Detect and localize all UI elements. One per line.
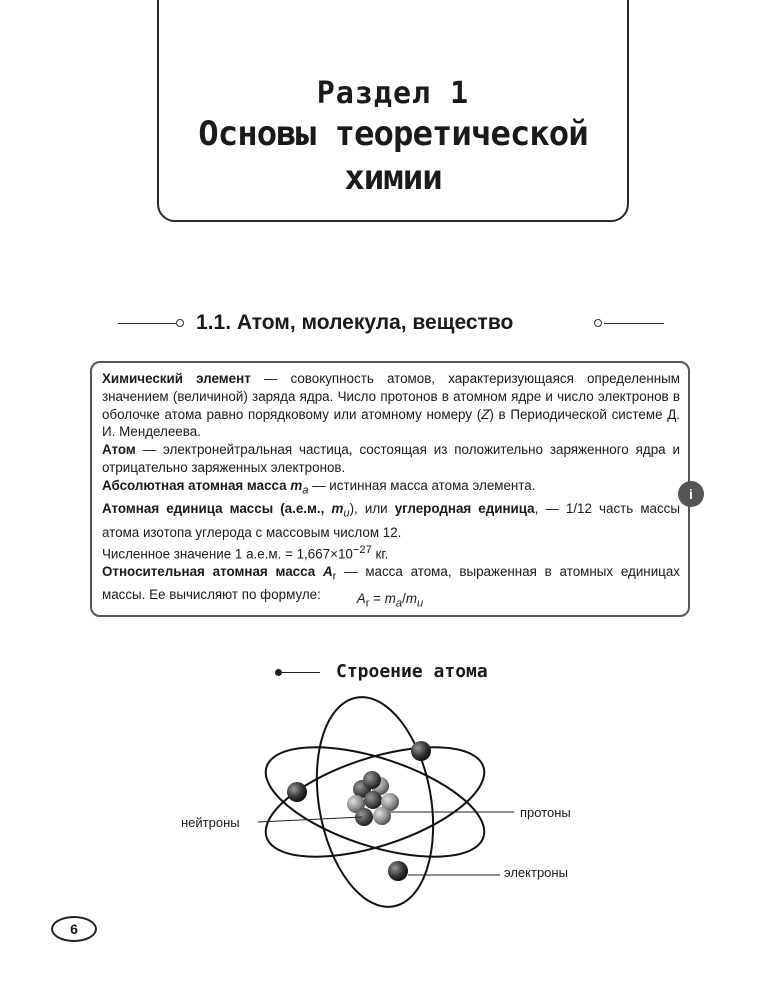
subsection-dot: [275, 669, 282, 676]
formula-den-sub: u: [416, 597, 424, 610]
label-electrons: электроны: [504, 865, 568, 880]
electron: [287, 782, 307, 802]
formula-lhs-sub: r: [365, 597, 370, 610]
symbol-z: Z: [481, 406, 490, 422]
term-amu: Атомная единица массы (а.е.м.,: [102, 501, 332, 517]
definition-text: — электронейтральная частица, состоящая из положительно заряженного ядра и отрицательно заряженных электронов.: [102, 442, 680, 475]
term-atom: Атом: [102, 442, 136, 458]
section-dot-right: [594, 319, 602, 327]
nucleon: [364, 791, 382, 809]
definition-text: — истинная масса атома элемента.: [308, 477, 536, 493]
nucleon: [363, 771, 381, 789]
definition-amu: [102, 500, 680, 541]
chapter-title-line1: Основы теоретической: [198, 114, 588, 154]
definition-text: , — 1/12 часть массы атома изотопа углерода с массовым числом 12.: [102, 501, 681, 540]
definition-text: ): [349, 501, 355, 517]
definition-text: кг.: [371, 545, 389, 561]
subsection-heading: [0, 660, 759, 688]
section-heading: [0, 309, 759, 339]
definition-text: , или: [354, 501, 395, 517]
section-title: 1.1. Атом, молекула, вещество: [196, 311, 514, 334]
page-number: 6: [51, 916, 97, 942]
definition-text: — масса атома, выраженная в атомных единицах массы. Ее вычисляют по формуле:: [102, 563, 680, 603]
definitions-box: [90, 361, 690, 617]
formula-num-sub: a: [395, 597, 403, 610]
definition-text: ) в Периодической системе Д. И. Менделеева.: [102, 406, 681, 440]
section-rule-right: [604, 323, 664, 324]
label-protons: протоны: [520, 805, 571, 820]
chapter-title-box: [157, 0, 629, 222]
definition-amu-value: [102, 542, 680, 563]
definition-element: [102, 370, 680, 441]
definition-text: Численное значение 1 а.е.м. = 1,667×10: [102, 545, 353, 561]
formula-div: /: [402, 591, 406, 606]
term-absolute-mass: Абсолютная атомная масса: [102, 477, 291, 493]
electron: [411, 741, 431, 761]
subsection-title: Строение атома: [336, 661, 488, 682]
label-neutrons: нейтроны: [181, 815, 240, 830]
definition-text: — совокупность атомов, характеризующаяся определенным значением (величиной) заряда ядра. Число протонов в атомном ядре и число электронов в оболочке атома равно порядковому или атомному номеру (: [102, 371, 680, 422]
section-rule-left: [118, 323, 176, 324]
term-carbon-unit: углеродная единица: [394, 501, 535, 517]
definition-atom: [102, 441, 680, 477]
chapter-title: [159, 112, 627, 200]
subsection-rule: [282, 672, 320, 673]
formula-num: m: [384, 591, 396, 606]
atom-diagram: [0, 690, 759, 910]
chapter-label: Раздел 1: [316, 76, 470, 111]
definition-absolute-mass: [102, 477, 680, 500]
definitions-text: [102, 370, 680, 604]
nucleon: [373, 807, 391, 825]
formula-den: m: [405, 591, 417, 606]
term-chemical-element: Химический элемент: [102, 371, 251, 386]
electron: [388, 861, 408, 881]
symbol-a: A: [322, 563, 333, 579]
section-dot-left: [176, 319, 184, 327]
exponent: −27: [352, 543, 372, 556]
symbol-m: m: [331, 501, 344, 517]
info-icon: i: [678, 481, 704, 507]
symbol-sub-u: u: [343, 507, 350, 520]
formula: [92, 591, 688, 610]
formula-eq: =: [369, 591, 385, 606]
term-relative-mass: Относительная атомная масса: [102, 563, 323, 579]
symbol-sub-r: r: [332, 570, 337, 583]
chapter-title-line2: химии: [344, 158, 442, 198]
symbol-sub-a: a: [302, 484, 309, 497]
symbol-m: m: [290, 477, 303, 493]
formula-lhs: A: [356, 591, 366, 606]
